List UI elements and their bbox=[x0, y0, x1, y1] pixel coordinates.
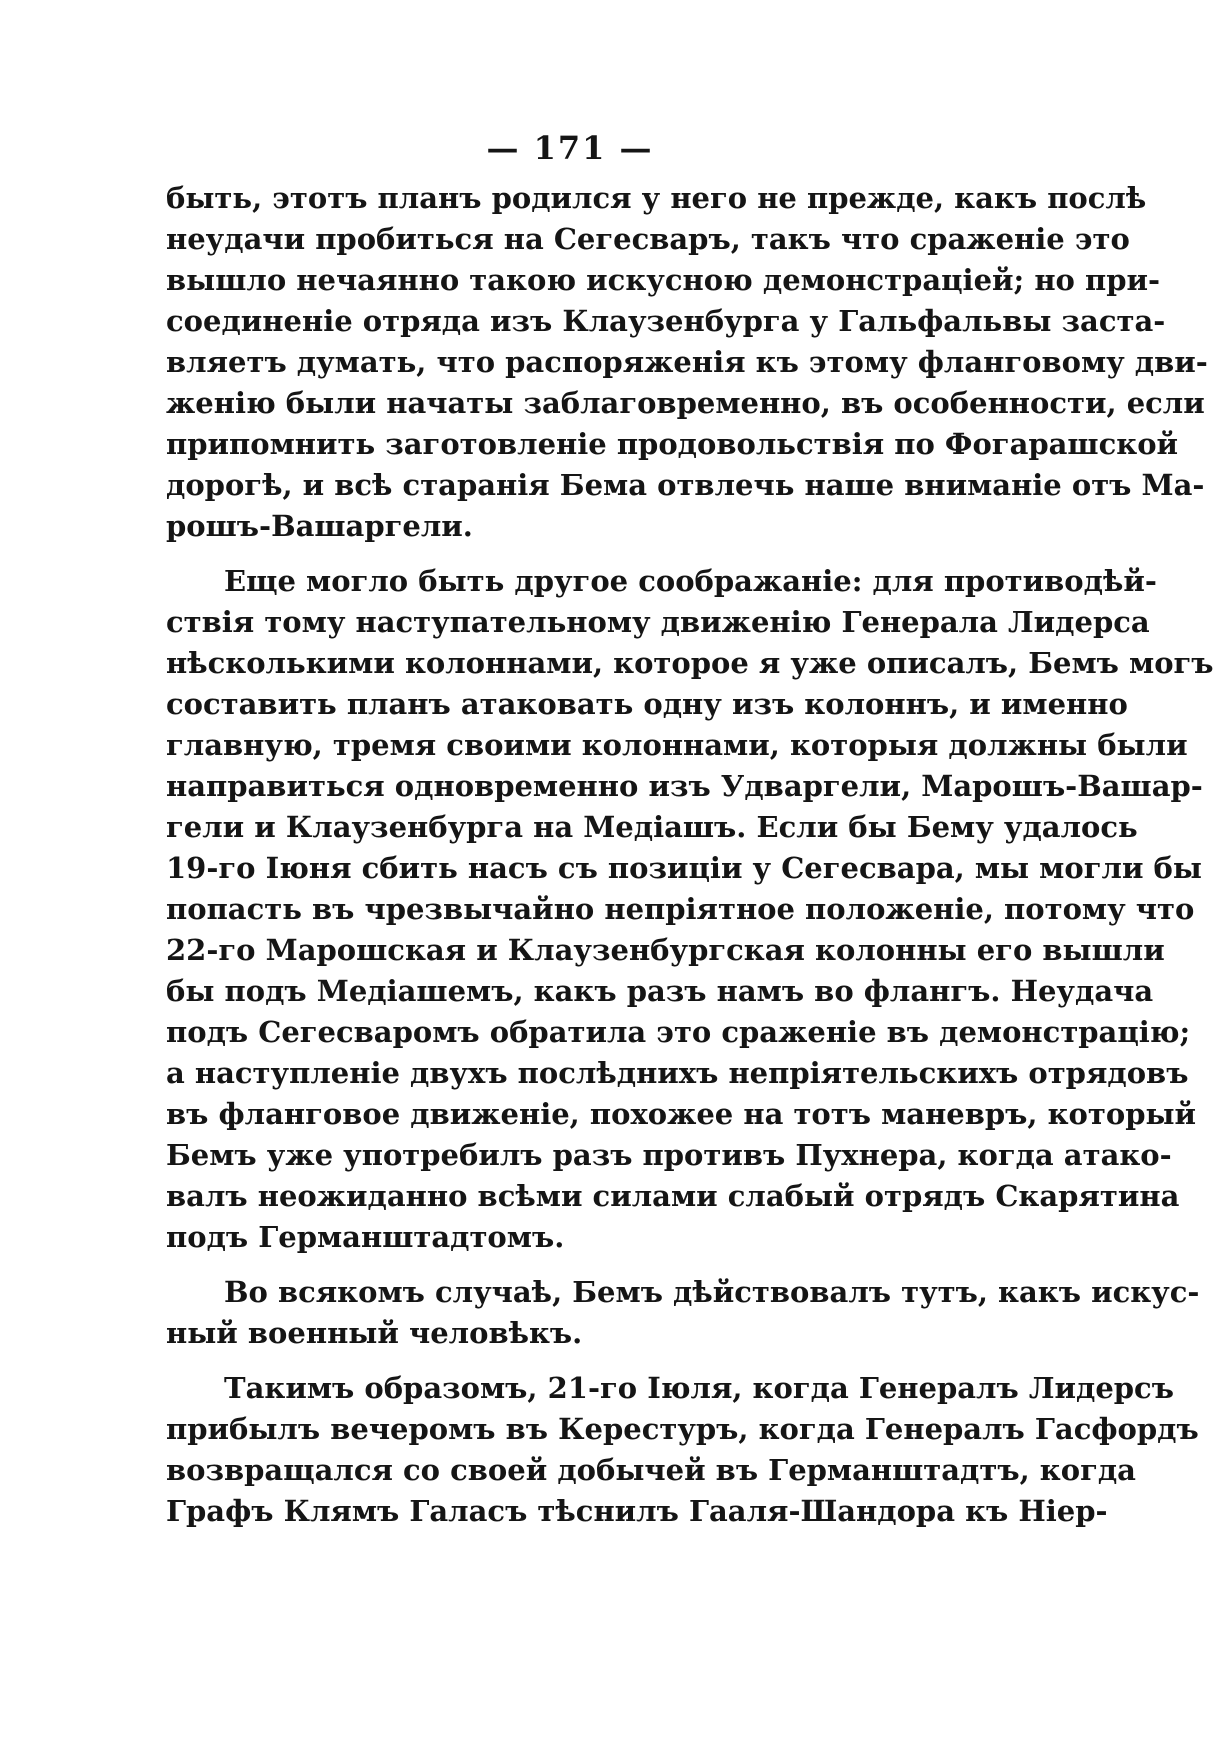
text-line: въ фланговое движеніе, похожее на тотъ маневръ, который bbox=[166, 1097, 1197, 1131]
paragraph-gap bbox=[166, 547, 992, 561]
text-line: попасть въ чрезвычайно непріятное положеніе, потому что bbox=[166, 892, 1195, 926]
text-line: Графъ Клямъ Галасъ тѣснилъ Гааля-Шандора къ Ніер- bbox=[166, 1494, 1108, 1528]
text-line: ствія тому наступательному движенію Генерала Лидерса bbox=[166, 605, 1150, 639]
text-line: вляетъ думать, что распоряженія къ этому фланговому дви- bbox=[166, 345, 1208, 379]
text-line: быть, этотъ планъ родился у него не прежде, какъ послѣ bbox=[166, 181, 1147, 215]
paragraph-3 bbox=[166, 1272, 1200, 1354]
text-line: неудачи пробиться на Сегесваръ, такъ что сраженіе это bbox=[166, 222, 1130, 256]
text-line: прибылъ вечеромъ въ Керестуръ, когда Генералъ Гасфордъ bbox=[166, 1412, 1199, 1446]
text-line: а наступленіе двухъ послѣднихъ непріятельскихъ отрядовъ bbox=[166, 1056, 1189, 1090]
text-line: 19-го Іюня сбить насъ съ позиціи у Сегесвара, мы могли бы bbox=[166, 851, 1202, 885]
text-line: главную, тремя своими колоннами, которыя должны были bbox=[166, 728, 1188, 762]
text-line: бы подъ Медіашемъ, какъ разъ намъ во флангъ. Неудача bbox=[166, 974, 1154, 1008]
text-line: Бемъ уже употребилъ разъ противъ Пухнера, когда атако- bbox=[166, 1138, 1172, 1172]
paragraph-4 bbox=[166, 1368, 1199, 1532]
text-line: припомнить заготовленіе продовольствія по Фогарашской bbox=[166, 427, 1179, 461]
paragraph-gap bbox=[166, 1258, 992, 1272]
text-line: дорогѣ, и всѣ старанія Бема отвлечь наше вниманіе отъ Ма- bbox=[166, 468, 1205, 502]
text-line: Еще могло быть другое соображаніе: для противодѣй- bbox=[224, 564, 1157, 598]
text-line: нѣсколькими колоннами, которое я уже описалъ, Бемъ могъ bbox=[166, 646, 1214, 680]
text-line: подъ Сегесваромъ обратила это сраженіе въ демонстрацію; bbox=[166, 1015, 1191, 1049]
text-line: гели и Клаузенбурга на Медіашъ. Если бы Бему удалось bbox=[166, 810, 1138, 844]
text-line: вышло нечаянно такою искусною демонстраціей; но при- bbox=[166, 263, 1161, 297]
text-line: возвращался со своей добычей въ Германштадтъ, когда bbox=[166, 1453, 1136, 1487]
body-text bbox=[166, 178, 1214, 1532]
text-line: рошъ-Вашаргели. bbox=[166, 509, 473, 543]
text-line: женію были начаты заблаговременно, въ особенности, если bbox=[166, 386, 1205, 420]
text-line: направиться одновременно изъ Удваргели, Марошъ-Вашар- bbox=[166, 769, 1203, 803]
text-line: составить планъ атаковать одну изъ колоннъ, и именно bbox=[166, 687, 1128, 721]
paragraph-gap bbox=[166, 1354, 992, 1368]
page-number: — 171 — bbox=[486, 129, 654, 167]
text-line: подъ Германштадтомъ. bbox=[166, 1220, 565, 1254]
text-line: соединеніе отряда изъ Клаузенбурга у Гальфальвы заста- bbox=[166, 304, 1166, 338]
paragraph-1 bbox=[166, 178, 1208, 547]
paragraph-2 bbox=[166, 561, 1214, 1258]
text-line: валъ неожиданно всѣми силами слабый отрядъ Скарятина bbox=[166, 1179, 1180, 1213]
text-line: Во всякомъ случаѣ, Бемъ дѣйствовалъ тутъ, какъ искус- bbox=[224, 1275, 1200, 1309]
text-line: 22-го Марошская и Клаузенбургская колонны его вышли bbox=[166, 933, 1165, 967]
text-line: Такимъ образомъ, 21-го Іюля, когда Генералъ Лидерсъ bbox=[224, 1371, 1174, 1405]
text-line: ный военный человѣкъ. bbox=[166, 1316, 583, 1350]
